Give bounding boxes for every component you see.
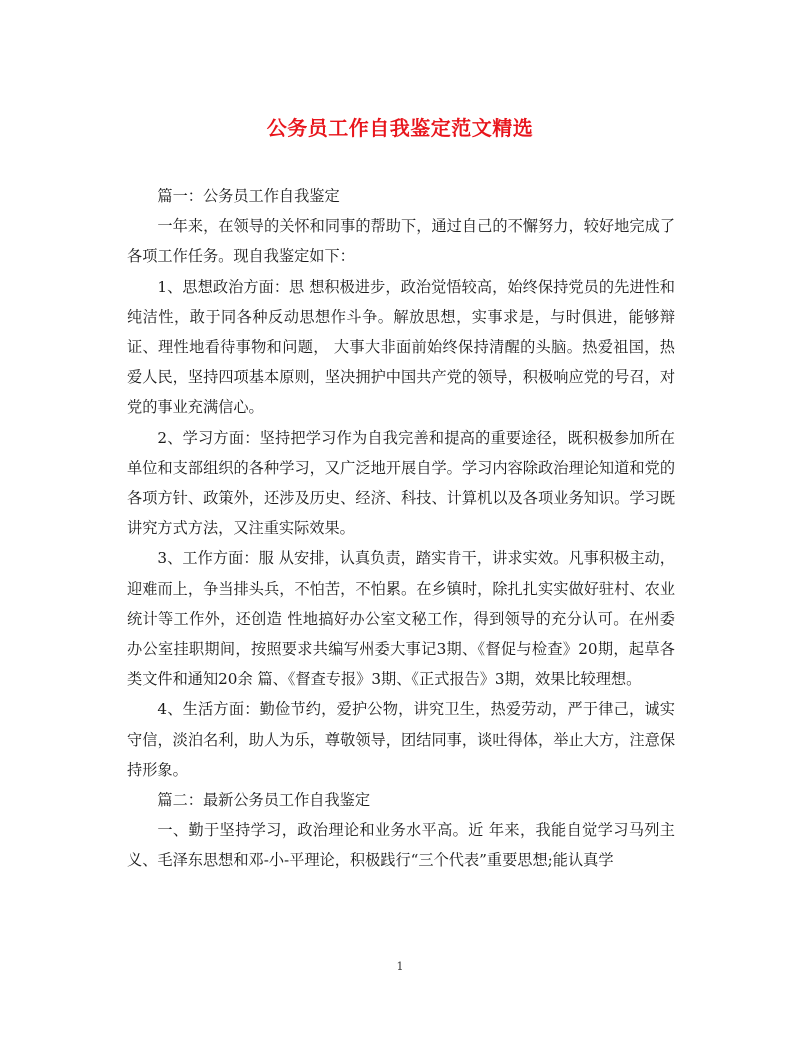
section-heading-2: 篇二：最新公务员工作自我鉴定: [157, 791, 371, 810]
paragraph-life: 4、生活方面：勤俭节约，爱护公物，讲究卫生，热爱劳动，严于律己，诚实守信，淡泊名利，助人为乐，尊敬领导，团结同事，谈吐得体，举止大方，注意保持形象。: [127, 700, 675, 779]
section-heading-1: 篇一：公务员工作自我鉴定: [157, 187, 340, 205]
paragraph-political: 1、思想政治方面：思 想积极进步，政治觉悟较高，始终保持党员的先进性和纯洁性，敢于同各种反动思想作斗争。解放思想，实事求是，与时俱进，能够辩证、理性地看待事物和问题， 大事大非面前始终保持清醒的头脑。热爱祖国，热爱人民，坚持四项基本原则，坚决拥护中国共产党的领导，积极响应党的号召，对党的事业充满信心。: [127, 277, 675, 417]
paragraph-work: 3、工作方面：服 从安排，认真负责，踏实肯干，讲求实效。凡事积极主动，迎难而上，争当排头兵，不怕苦，不怕累。在乡镇时，除扎扎实实做好驻村、农业统计等工作外，还创造 性地搞好办公室文秘工作，得到领导的充分认可。在州委办公室挂职期间，按照要求共编写州委大事记3期、《督促与检查》20期，起草各类文件和通知20余 篇、《督查专报》3期、《正式报告》3期，效果比较理想。: [127, 549, 675, 689]
document-body: [127, 181, 675, 876]
paragraph-learning: 一、勤于坚持学习，政治理论和业务水平高。近 年来，我能自觉学习马列主义、毛泽东思想和邓-小-平理论，积极践行“三个代表”重要思想;能认真学: [127, 821, 675, 870]
paragraph-intro: 一年来，在领导的关怀和同事的帮助下，通过自己的不懈努力，较好地完成了各项工作任务。现自我鉴定如下：: [127, 217, 675, 266]
page-number: 1: [396, 960, 404, 973]
paragraph-study: 2、学习方面：坚持把学习作为自我完善和提高的重要途径，既积极参加所在单位和支部组织的各种学习，又广泛地开展自学。学习内容除政治理论知道和党的各项方针、政策外，还涉及历史、经济、科技、计算机以及各项业务知识。学习既讲究方式方法，又注重实际效果。: [127, 428, 675, 538]
document-title: 公务员工作自我鉴定范文精选: [266, 116, 534, 140]
